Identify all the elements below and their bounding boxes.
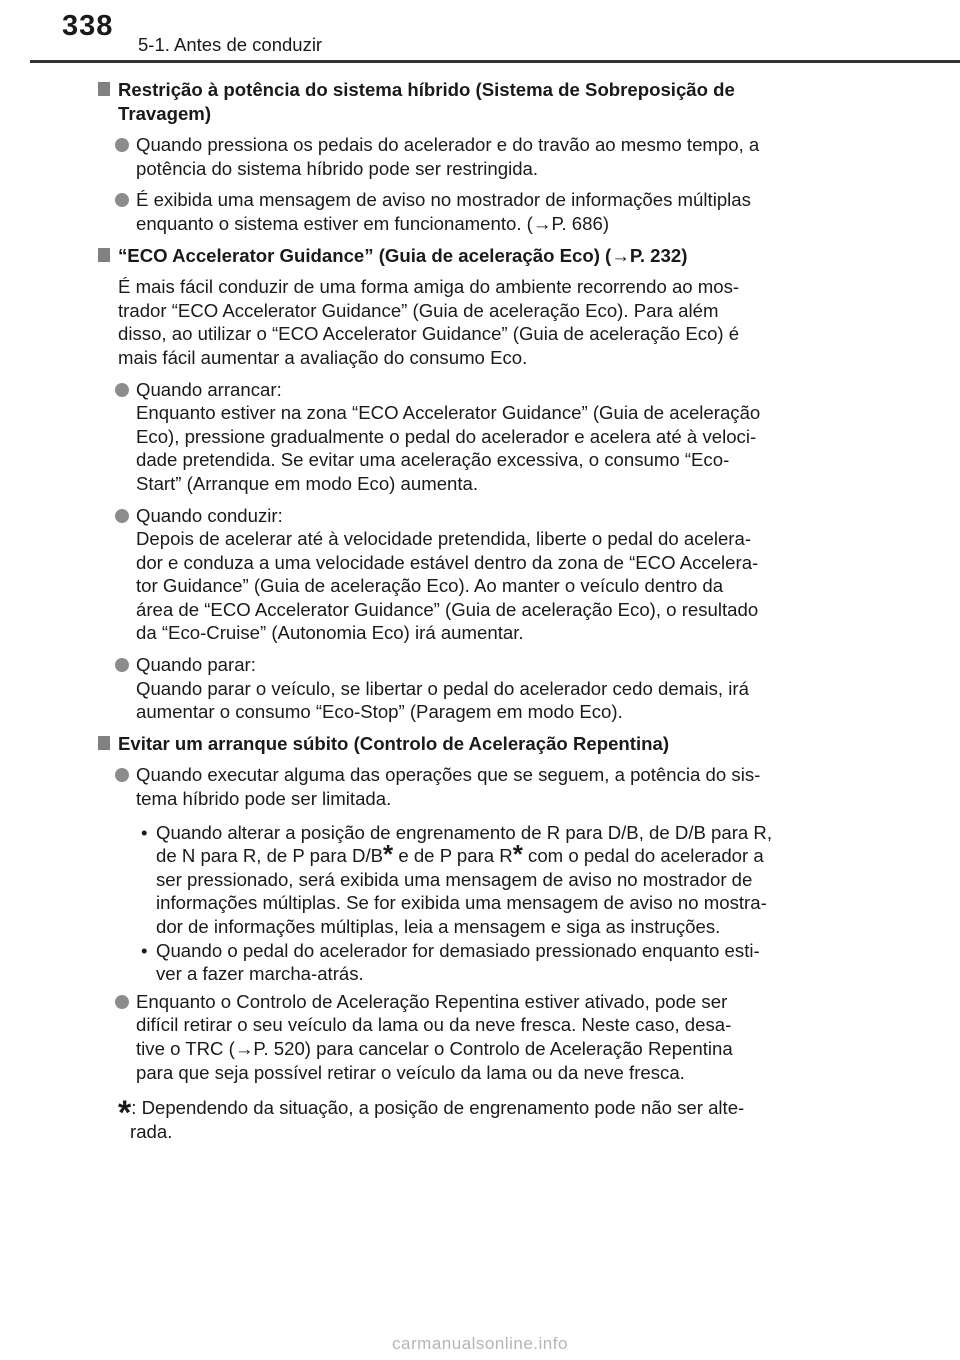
square-bullet-icon <box>98 82 110 96</box>
dot-marker: • <box>141 939 148 961</box>
heading-eco-accelerator-guidance: “ECO Accelerator Guidance” (Guia de aceleração Eco) (→P. 232) <box>98 244 860 268</box>
bullet-when-starting: Quando arrancar: Enquanto estiver na zona “ECO Accelerator Guidance” (Guia de aceleração Eco), pressione gradualmente o pedal do acelerador e acelera até à veloci- dade pretendida. Se evitar uma aceleração excessiva, o consumo “Eco- Start” (Arranque em modo Eco) aumenta. <box>98 378 860 496</box>
heading-sudden-start-prevention: Evitar um arranque súbito (Controlo de Aceleração Repentina) <box>98 732 860 756</box>
page-number: 338 <box>62 10 114 42</box>
round-bullet-icon <box>115 658 129 672</box>
asterisk-marker: * <box>118 1094 132 1133</box>
bullet-mud-snow: Enquanto o Controlo de Aceleração Repentina estiver ativado, pode ser difícil retirar o seu veículo da lama ou da neve fresca. Neste caso, desa- tive o TRC (→P. 520) para cancelar o Controlo de Aceleração Repentina para que seja possível retirar o veículo da lama ou da neve fresca. <box>98 990 860 1084</box>
page-content <box>98 78 860 1143</box>
round-bullet-icon <box>115 995 129 1009</box>
bullet-pedals-simultaneous: Quando pressiona os pedais do acelerador e do travão ao mesmo tempo, a potência do sistema híbrido pode ser restringida. <box>98 133 860 180</box>
watermark: carmanualsonline.info <box>392 1334 568 1353</box>
section-title: 5-1. Antes de conduzir <box>138 34 323 55</box>
sub-item-reversing: • Quando o pedal do acelerador for demasiado pressionado enquanto esti- ver a fazer marcha-atrás. <box>141 939 760 985</box>
page-header <box>0 0 960 60</box>
asterisk-marker: * <box>512 839 523 870</box>
round-bullet-icon <box>115 509 129 523</box>
dot-marker: • <box>141 821 148 843</box>
bullet-power-limited: Quando executar alguma das operações que se seguem, a potência do sis- tema híbrido pode ser limitada. <box>98 763 860 810</box>
square-bullet-icon <box>98 248 110 262</box>
eco-guidance-intro: É mais fácil conduzir de uma forma amiga do ambiente recorrendo ao mos- trador “ECO Accelerator Guidance” (Guia de aceleração Eco). Para além disso, ao utilizar o “ECO Accelerator Guidance” (Guia de aceleração Eco) é mais fácil aumentar a avaliação do consumo Eco. <box>118 276 740 368</box>
header-divider <box>30 60 960 63</box>
shift-line-with-stars: de N para R, de P para D/B* e de P para R* com o pedal do acelerador a <box>156 839 764 870</box>
round-bullet-icon <box>115 768 129 782</box>
bullet-when-stopping: Quando parar: Quando parar o veículo, se libertar o pedal do acelerador cedo demais, irá aumentar o consumo “Eco-Stop” (Paragem em modo Eco). <box>98 653 860 724</box>
round-bullet-icon <box>115 138 129 152</box>
asterisk-marker: * <box>383 839 394 870</box>
square-bullet-icon <box>98 736 110 750</box>
bullet-when-driving: Quando conduzir: Depois de acelerar até à velocidade pretendida, liberte o pedal do acelera- dor e conduza a uma velocidade estável dentro da zona de “ECO Accelera- tor Guidance” (Guia de aceleração Eco). Ao manter o veículo dentro da área de “ECO Accelerator Guidance” (Guia de aceleração Eco), o resultado da “Eco-Cruise” (Autonomia Eco) irá aumentar. <box>98 504 860 646</box>
bullet-warning-message: É exibida uma mensagem de aviso no mostrador de informações múltiplas enquanto o sistema estiver em funcionamento. (→P. 686) <box>98 188 860 235</box>
round-bullet-icon <box>115 193 129 207</box>
heading-hybrid-power-restriction: Restrição à potência do sistema híbrido (Sistema de Sobreposição de Travagem) <box>98 78 860 125</box>
footnote: *: Dependendo da situação, a posição de engrenamento pode não ser alte- rada. <box>118 1094 745 1142</box>
round-bullet-icon <box>115 383 129 397</box>
sub-item-shift-position: • Quando alterar a posição de engrenamento de R para D/B, de D/B para R, de N para R, de P para D/B* e de P para R* com o pedal do acelerador a ser pressionado, será exibida uma mensagem de aviso no mostrador de informações múltiplas. Se for exibida uma mensagem de aviso no mostra- dor de informações múltiplas, leia a mensagem e siga as instruções. <box>98 821 860 939</box>
